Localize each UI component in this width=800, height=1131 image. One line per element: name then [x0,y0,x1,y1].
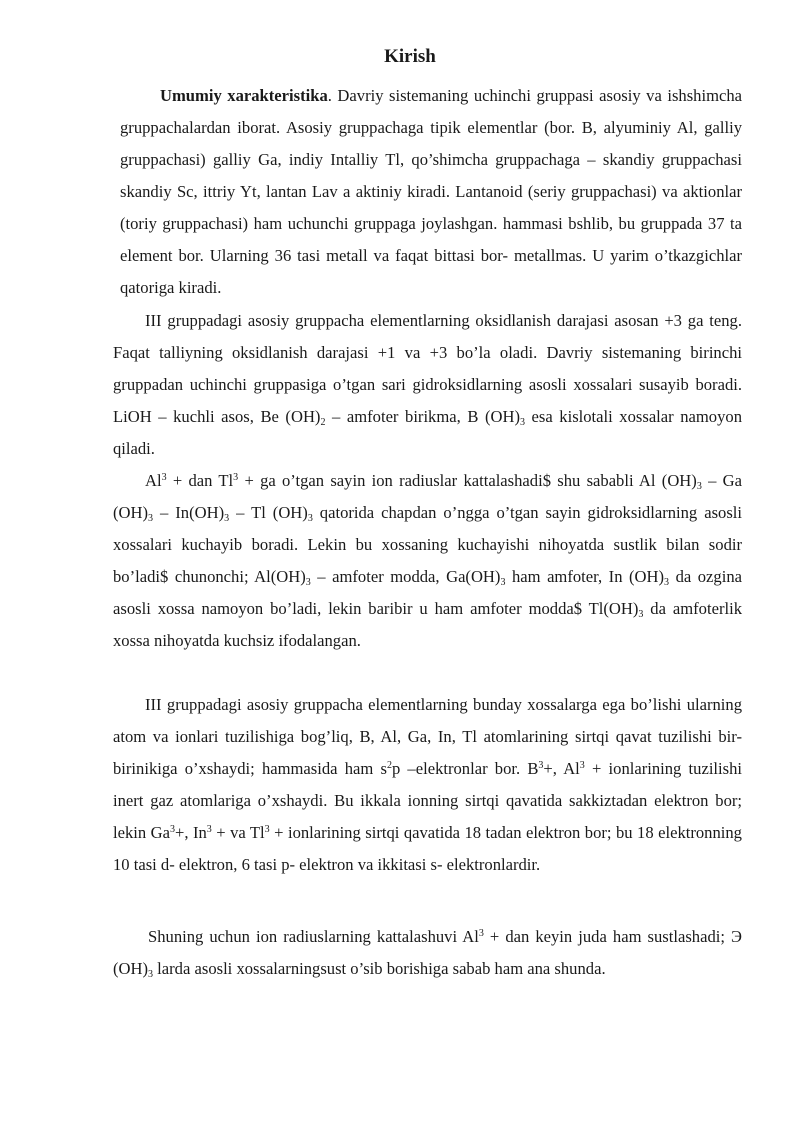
paragraph-oxidation [113,305,742,465]
text-run: + dan Tl [166,471,234,490]
subscript: 3 [638,609,644,620]
subscript: 3 [148,513,154,524]
text-run: larda asosli xossalarningsust o’sib borishiga sabab ham ana shunda. [153,959,606,978]
paragraph-ion-radius [113,465,742,657]
text-run: + va Tl [211,823,265,842]
intro-text: . Davriy sistemaning uchinchi gruppasi asosiy va ishshimcha gruppachalardan iborat. Asosiy gruppachaga tipik elementlar (bor. B, alyuminiy Al, galliy gruppachasi) galliy Ga, indiy Intalliy Tl, qo’shimcha gruppachaga – skandiy gruppachasi skandiy Sc, ittriy Yt, lantan Lav a aktiniy kiradi. Lantanoid (seriy gruppachasi) va aktionlar (toriy gruppachasi) ham uchunchi gruppaga joylashgan. hammasi bshlib, bu gruppada 37 ta element bor. Ularning 36 tasi metall va faqat bittasi bor- metallmas. U yarim o’tkazgichlar qatoriga kiradi. [120,86,742,297]
subscript: 2 [320,417,326,428]
text-run: da ozgina asosli xossa namoyon bo’ladi, lekin baribir u ham amfoter modda$ Tl(OH) [113,567,742,618]
subscript: 3 [664,577,670,588]
text-run: – Tl (OH) [229,503,308,522]
text-run: esa kislotali xossalar namoyon qiladi. [113,407,742,458]
text-run: – In(OH) [153,503,225,522]
superscript: 3 [538,760,544,771]
text-run: + ionlarining sirtqi qavatida 18 tadan elektron bor; bu 18 elektronning 10 tasi d- elektron, 6 tasi p- elektron va ikkitasi s- elektronlardir. [113,823,742,874]
text-run: qatorida chapdan o’ngga o’tgan sayin gidroksidlarning asosli xossalari kuchayib boradi. Lekin bu xossaning kuchayishi nihoyatda sustlik bilan sodir bo’ladi$ chunonchi; Al(OH) [113,503,742,586]
text-run: + ionlarining tuzilishi inert gaz atomlariga o’xshaydi. Bu ikkala ionning sirtqi qavatida sakkiztadan elektron bor; lekin Ga [113,759,743,842]
text-run: III gruppadagi asosiy gruppacha elementlarning oksidlanish darajasi asosan +3 ga teng. Faqat talliyning oksidlanish darajasi +1 va +3 bo’la oladi. Davriy sistemaning birinchi gruppadan uchinchi gruppasiga o’tgan sari gidroksidlarning asosli xossalari susayib boradi. LiOH – kuchli asos, Be (OH) [113,311,742,426]
text-run: Shuning uchun ion radiuslarning kattalashuvi Al [148,927,479,946]
paragraph-conclusion [113,921,742,985]
paragraph-electron-structure [113,689,742,881]
text-run: p –elektronlar bor. B [391,759,539,778]
superscript: 2 [386,760,392,771]
subscript: 3 [224,513,230,524]
text-run: + ga o’tgan sayin ion radiuslar kattalashadi$ shu sababli Al (OH) [238,471,697,490]
text-run: – amfoter modda, Ga(OH) [310,567,501,586]
subscript: 3 [307,513,313,524]
text-run: + dan keyin juda ham sustlashadi; Э (OH) [113,927,742,978]
subscript: 3 [696,481,702,492]
text-run: III gruppadagi asosiy gruppacha elementlarning bunday xossalarga ega bo’lishi ularning atom va ionlari tuzilishiga bog’liq, B, Al, Ga, In, Tl atomlarining sirtqi qavat tuzilishi bir- birinikiga o’xshaydi; hammasida ham s [113,695,742,778]
text-run: Al [145,471,162,490]
superscript: 3 [206,824,212,835]
superscript: 3 [233,472,239,483]
text-run: – Ga (OH) [113,471,742,522]
text-run: +, Al [543,759,580,778]
subscript: 3 [305,577,311,588]
text-run: – amfoter birikma, B (OH) [325,407,520,426]
superscript: 3 [478,928,484,939]
superscript: 3 [161,472,167,483]
subscript: 3 [500,577,506,588]
text-run: +, In [175,823,207,842]
text-run: da amfoterlik xossa nihoyatda kuchsiz ifodalangan. [113,599,742,650]
superscript: 3 [264,824,270,835]
superscript: 3 [170,824,175,835]
intro-lead: Umumiy xarakteristika [160,86,328,105]
subscript: 3 [519,417,525,428]
page-title: Kirish [384,46,436,67]
superscript: 3 [579,760,585,771]
paragraph-intro [120,80,742,304]
text-run: ham amfoter, In (OH) [505,567,665,586]
subscript: 3 [148,969,154,980]
